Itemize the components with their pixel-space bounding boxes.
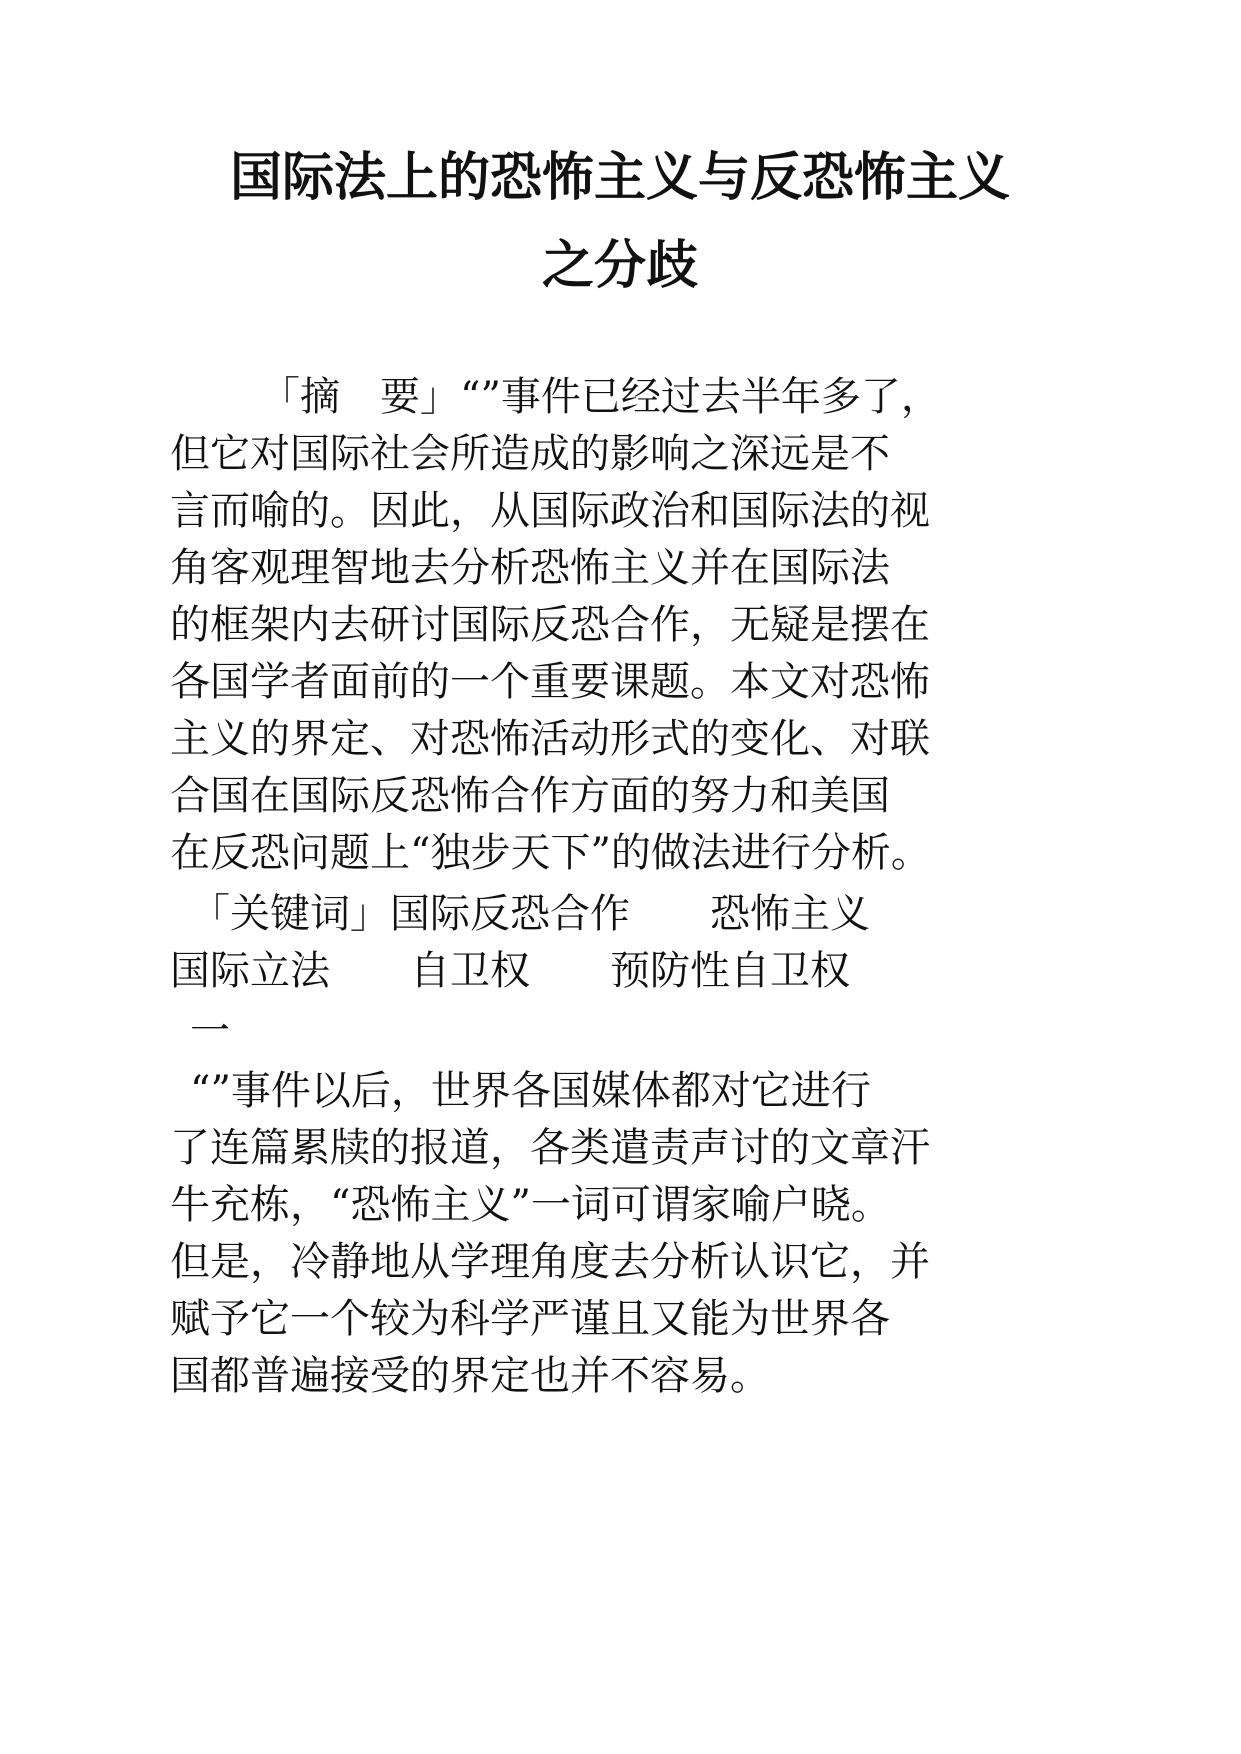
abstract-line: 各国学者面前的一个重要课题。本文对恐怖 [170, 659, 930, 705]
abstract-line: 「摘 要」“”事件已经过去半年多了， [260, 374, 941, 420]
title-line-1: 国际法上的恐怖主义与反恐怖主义 [229, 148, 1010, 208]
body-line: 但是，冷静地从学理角度去分析认识它，并 [170, 1239, 930, 1285]
abstract-line: 但它对国际社会所造成的影响之深远是不 [170, 431, 890, 477]
abstract-line: 的框架内去研讨国际反恐合作，无疑是摆在 [170, 602, 930, 648]
body-line: 了连篇累牍的报道，各类遣责声讨的文章汗 [170, 1125, 930, 1171]
keywords-line: 「关键词」国际反恐合作 恐怖主义 [190, 891, 870, 937]
body-line: 赋予它一个较为科学严谨且又能为世界各 [170, 1296, 890, 1342]
body-line: “”事件以后，世界各国媒体都对它进行 [190, 1068, 871, 1114]
abstract-line: 角客观理智地去分析恐怖主义并在国际法 [170, 545, 890, 591]
body-line: 牛充栋，“恐怖主义”一词可谓家喻户晓。 [170, 1182, 891, 1228]
title-line-2: 之分歧 [541, 236, 698, 296]
body-line: 国都普遍接受的界定也并不容易。 [170, 1353, 770, 1399]
abstract-line: 言而喻的。因此，从国际政治和国际法的视 [170, 488, 930, 534]
abstract-line: 在反恐问题上“独步天下”的做法进行分析。 [170, 830, 931, 876]
abstract-line: 合国在国际反恐怖合作方面的努力和美国 [170, 773, 890, 819]
abstract-line: 主义的界定、对恐怖活动形式的变化、对联 [170, 716, 930, 762]
keywords-line: 国际立法 自卫权 预防性自卫权 [170, 948, 850, 994]
section-number: 一 [190, 1008, 230, 1054]
